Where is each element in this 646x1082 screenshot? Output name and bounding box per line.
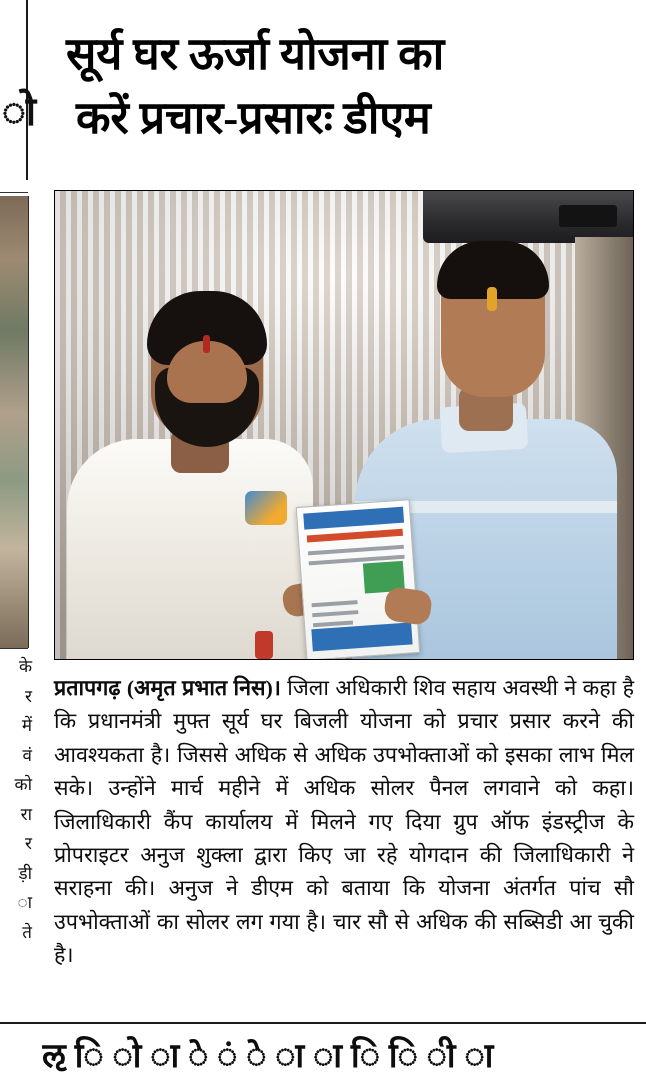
article-body — [54, 672, 634, 973]
headline-line-2: करें प्रचार-प्रसारः डीएम — [76, 93, 431, 143]
adjacent-column-glyph: ो — [2, 89, 37, 134]
adjacent-line: ते — [22, 922, 32, 942]
photo-person-left-shirt-logo — [245, 491, 287, 525]
pamphlet-subheader-band — [307, 529, 403, 543]
adjacent-column-photo-edge — [0, 196, 29, 648]
page-bottom-rule — [0, 1022, 646, 1024]
adjacent-line: र — [25, 686, 32, 706]
adjacent-line: में — [21, 716, 32, 735]
article-paragraph — [54, 672, 634, 973]
pamphlet-text-line — [312, 610, 358, 617]
adjacent-line: को — [14, 775, 32, 794]
adjacent-column-text-edge — [0, 652, 34, 947]
article-dateline: प्रतापगढ़ (अमृत प्रभात निस)। — [54, 676, 281, 700]
pamphlet-header-band — [303, 507, 404, 530]
adjacent-line: र — [25, 834, 32, 853]
pamphlet-text-line — [312, 600, 358, 607]
photo-person-left-tilak — [203, 335, 210, 353]
adjacent-line: वं — [22, 745, 32, 765]
pamphlet-text-line — [308, 545, 404, 556]
article-photo — [54, 190, 634, 660]
photo-wall-unit — [423, 191, 633, 243]
headline — [50, 22, 638, 150]
photo-person-right-tilak — [487, 287, 497, 311]
article-body-text: जिला अधिकारी शिव सहाय अवस्थी ने कहा है कि प्रधानमंत्री मुफ्त सूर्य घर बिजली योजना को प्रचार प्रसार करने की आवश्यकता है। जिससे अधिक से अधिक उपभोक्ताओं को इसका लाभ मिल सके। उन्होंने मार्च महीने में अधिक सोलर पैनल लगवाने को कहा। जिलाधिकारी कैंप कार्यालय में मिलने गए दिया ग्रुप ऑफ इंडस्ट्रीज के प्रोपराइटर अनुज शुक्ला द्वारा किए जा रहे योगदान की जिलाधिकारी ने सराहना की। अनुज ने डीएम को बताया कि योजना अंतर्गत पांच सौ उपभोक्ताओं का सोलर लग गया है। चार सौ से अधिक की सब्सिडी आ चुकी है। — [54, 676, 634, 968]
photo-person-left-wristband — [255, 631, 273, 659]
photo-pamphlet — [296, 499, 420, 660]
next-story-fragment: ऌ ि ो ा े ं े ा ा ि ि ी ा — [42, 1038, 494, 1075]
headline-line-1: सूर्य घर ऊर्जा योजना का — [66, 29, 445, 79]
adjacent-column-fragment — [0, 0, 42, 1082]
adjacent-column-hairline-top — [0, 192, 28, 193]
adjacent-line: ा — [17, 893, 32, 912]
article-column — [42, 0, 646, 1082]
adjacent-line: रा — [20, 804, 32, 824]
adjacent-line: ड़ी — [18, 863, 32, 883]
pamphlet-footer-band — [311, 622, 412, 651]
adjacent-column-hairline-bottom — [0, 648, 28, 649]
adjacent-line: के — [18, 657, 32, 676]
